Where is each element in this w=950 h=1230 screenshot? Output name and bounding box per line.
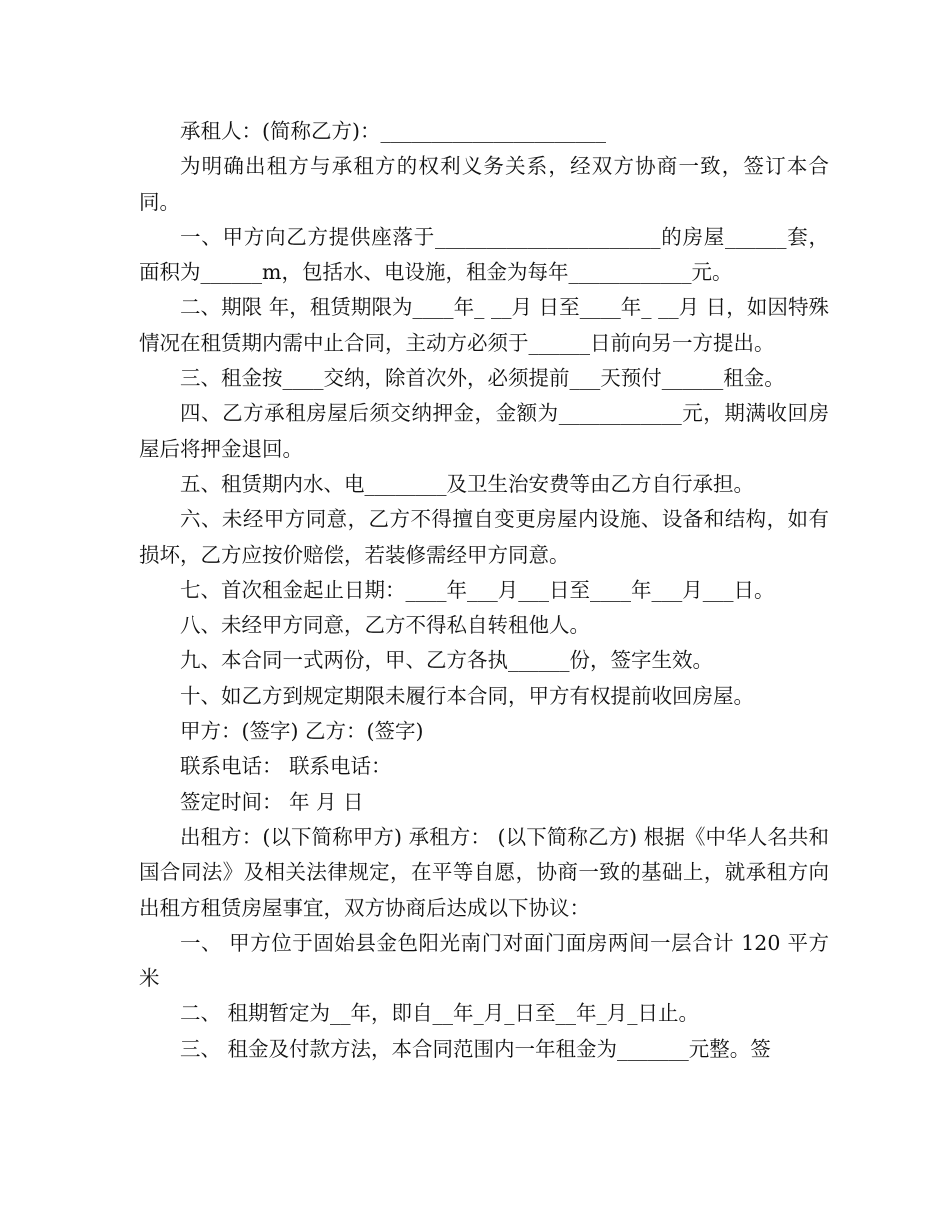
preamble-paragraph: 为明确出租方与承租方的权利义务关系，经双方协商一致，签订本合同。 (139, 154, 829, 214)
second-clause-2: 二、 租期暂定为__年，即自__年_月_日至__年_月_日止。 (180, 1001, 700, 1026)
lessee-line: 承租人：(简称乙方)：______________________ (180, 119, 606, 143)
second-contract-intro: 出租方：(以下简称甲方) 承租方： (以下简称乙方) 根据《中华人名共和国合同法》及相关法律规定，在平等自愿，协商一致的基础上，就承租方向出租方租赁房屋事宜，双方协商后达成以下协议： (139, 824, 829, 920)
signing-date-line: 签定时间： 年 月 日 (180, 789, 364, 814)
second-clause-1: 一、 甲方位于固始县金色阳光南门对面门面房两间一层合计 120 平方米 (139, 930, 829, 991)
clause-6: 六、未经甲方同意，乙方不得擅自变更房屋内设施、设备和结构，如有损坏，乙方应按价赔偿，若装修需经甲方同意。 (139, 507, 829, 567)
clause-2: 二、期限 年，租赁期限为____年_ __月 日至____年_ __月 日，如因特殊情况在租赁期内需中止合同，主动方必须于______日前向另一方提出。 (139, 295, 829, 355)
signature-line: 甲方：(签字) 乙方：(签字) (180, 719, 424, 744)
second-clause-3: 三、 租金及付款方法，本合同范围内一年租金为_______元整。签 (180, 1036, 771, 1061)
phone-line: 联系电话： 联系电话： (180, 754, 392, 779)
clause-1: 一、甲方向乙方提供座落于______________________的房屋______套，面积为______m，包括水、电设施，租金为每年____________元。 (139, 224, 829, 285)
document-body (139, 114, 829, 1067)
clause-10: 十、如乙方到规定期限未履行本合同，甲方有权提前收回房屋。 (180, 683, 754, 708)
clause-4: 四、乙方承租房屋后须交纳押金，金额为____________元，期满收回房屋后将押金退回。 (139, 401, 829, 461)
clause-5: 五、租赁期内水、电________及卫生治安费等由乙方自行承担。 (180, 471, 754, 496)
clause-3: 三、租金按____交纳，除首次外，必须提前___天预付______租金。 (180, 366, 785, 391)
clause-8: 八、未经甲方同意，乙方不得私自转租他人。 (180, 613, 590, 638)
clause-9: 九、本合同一式两份，甲、乙方各执______份，签字生效。 (180, 648, 713, 673)
clause-7: 七、首次租金起止日期：____年___月___日至____年___月___日。 (180, 577, 775, 602)
